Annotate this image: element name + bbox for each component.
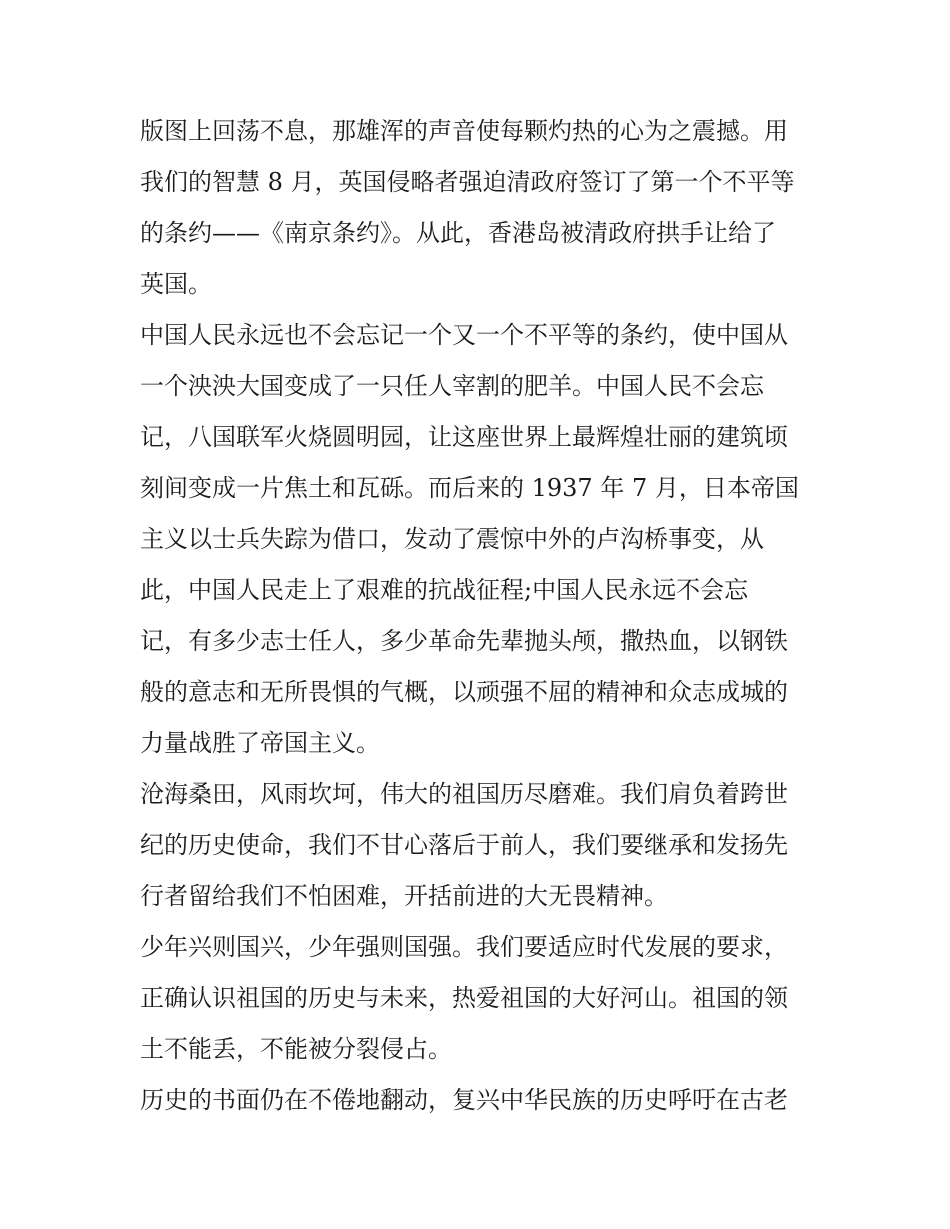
text-line: 我们的智慧 8 月，英国侵略者强迫清政府签订了第一个不平等 xyxy=(140,168,795,196)
text-line: 力量战胜了帝国主义。 xyxy=(140,729,380,757)
text-line: 纪的历史使命，我们不甘心落后于前人，我们要继承和发扬先 xyxy=(140,831,788,859)
text-line: 沧海桑田，风雨坎坷，伟大的祖国历尽磨难。我们肩负着跨世 xyxy=(140,780,788,808)
text-line: 英国。 xyxy=(140,270,212,298)
text-line: 历史的书面仍在不倦地翻动，复兴中华民族的历史呼吁在古老 xyxy=(140,1086,788,1114)
text-line: 记，有多少志士任人，多少革命先辈抛头颅，撒热血，以钢铁 xyxy=(140,627,788,655)
text-line: 少年兴则国兴，少年强则国强。我们要适应时代发展的要求， xyxy=(140,933,788,961)
text-line: 中国人民永远也不会忘记一个又一个不平等的条约，使中国从 xyxy=(140,321,788,349)
text-line: 的条约——《南京条约》。从此，香港岛被清政府拱手让给了 xyxy=(140,219,776,247)
text-line: 此，中国人民走上了艰难的抗战征程;中国人民永远不会忘 xyxy=(140,576,749,604)
text-line: 般的意志和无所畏惧的气概，以顽强不屈的精神和众志成城的 xyxy=(140,678,788,706)
text-line: 正确认识祖国的历史与未来，热爱祖国的大好河山。祖国的领 xyxy=(140,984,788,1012)
text-line: 一个泱泱大国变成了一只任人宰割的肥羊。中国人民不会忘 xyxy=(140,372,764,400)
text-line: 刻间变成一片焦土和瓦砾。而后来的 1937 年 7 月，日本帝国 xyxy=(140,474,799,502)
text-line: 主义以士兵失踪为借口，发动了震惊中外的卢沟桥事变，从 xyxy=(140,525,764,553)
text-line: 记，八国联军火烧圆明园，让这座世界上最辉煌壮丽的建筑顷 xyxy=(140,423,788,451)
text-line: 土不能丢，不能被分裂侵占。 xyxy=(140,1035,452,1063)
text-line: 行者留给我们不怕困难，开括前进的大无畏精神。 xyxy=(140,882,668,910)
text-line: 版图上回荡不息，那雄浑的声音使每颗灼热的心为之震撼。用 xyxy=(140,117,788,145)
document-body xyxy=(140,106,830,1126)
